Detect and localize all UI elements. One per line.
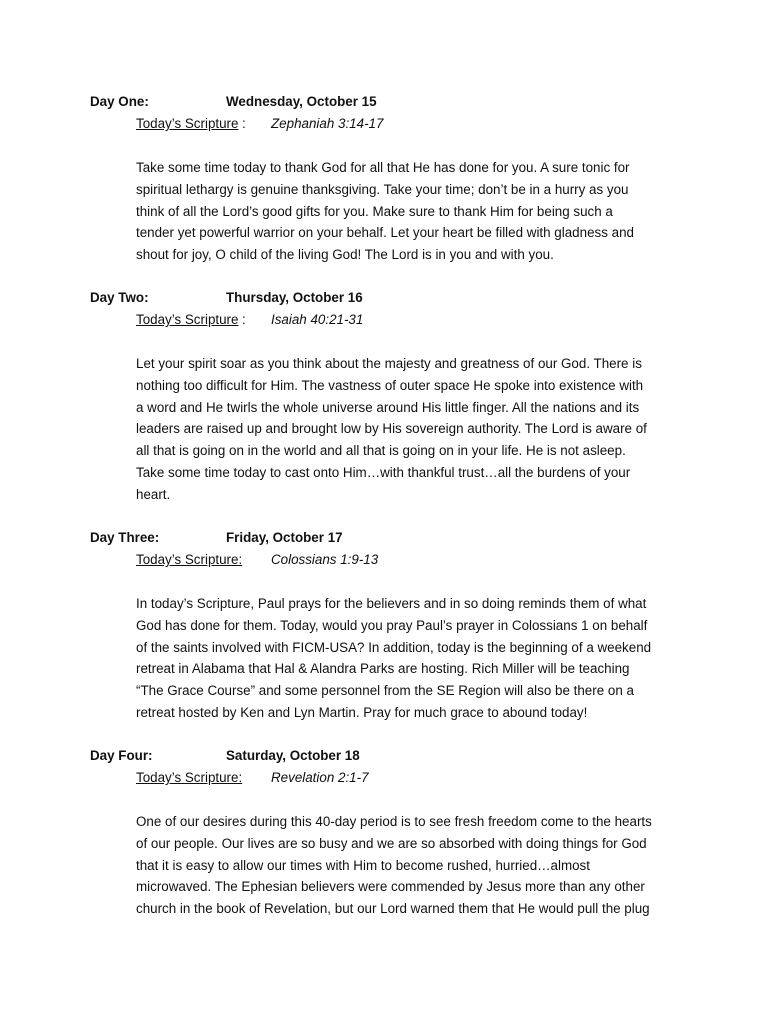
scripture-label: Today’s Scripture bbox=[136, 312, 239, 327]
scripture-line bbox=[90, 309, 690, 331]
paragraph-line: that it is easy to allow our times with Him to become rushed, hurried…almost bbox=[136, 857, 590, 873]
paragraph-line: nothing too difficult for Him. The vastness of outer space He spoke into existence with bbox=[136, 377, 644, 393]
paragraph-line: In today’s Scripture, Paul prays for the believers and in so doing reminds them of what bbox=[136, 596, 647, 611]
day-label: Day Two: bbox=[90, 290, 149, 305]
day-heading bbox=[90, 91, 690, 113]
devotional-paragraph bbox=[136, 353, 680, 506]
day-heading bbox=[90, 745, 690, 767]
day-entry bbox=[90, 287, 690, 506]
paragraph-line: heart. bbox=[136, 486, 171, 502]
day-label: Day Four: bbox=[90, 748, 153, 763]
paragraph-line: One of our desires during this 40-day period is to see fresh freedom come to the hearts bbox=[136, 814, 652, 829]
paragraph-line: Take some time today to thank God for all that He has done for you. A sure tonic for bbox=[136, 160, 630, 175]
day-heading bbox=[90, 287, 690, 309]
paragraph-line: retreat in Alabama that Hal & Alandra Parks are hosting. Rich Miller will be teaching bbox=[136, 661, 630, 677]
devotional-paragraph bbox=[136, 157, 680, 266]
day-date: Wednesday, October 15 bbox=[226, 94, 377, 109]
paragraph-line: Take some time today to cast onto Him…with thankful trust…all the burdens of your bbox=[136, 464, 631, 480]
day-label: Day One: bbox=[90, 94, 149, 109]
paragraph-line: church in the book of Revelation, but our Lord warned them that He would pull the plug bbox=[136, 901, 650, 917]
scripture-line bbox=[90, 549, 690, 571]
day-label: Day Three: bbox=[90, 530, 160, 545]
paragraph-line: all that is going on in the world and all that is going on in your life. He is not asleep. bbox=[136, 443, 626, 459]
paragraph-line: microwaved. The Ephesian believers were commended by Jesus more than any other bbox=[136, 879, 645, 895]
paragraph-line: of the saints involved with FICM-USA? In addition, today is the beginning of a weekend bbox=[136, 639, 652, 655]
paragraph-line: retreat hosted by Ken and Lyn Martin. Pray for much grace to abound today! bbox=[136, 704, 588, 720]
paragraph-line: shout for joy, O child of the living God! The Lord is in you and with you. bbox=[136, 247, 554, 263]
scripture-reference: Zephaniah 3:14-17 bbox=[271, 116, 384, 131]
scripture-colon: : bbox=[242, 116, 246, 131]
day-entry bbox=[90, 91, 690, 266]
paragraph-line: of our people. Our lives are so busy and we are so absorbed with doing things for God bbox=[136, 835, 647, 851]
scripture-colon: : bbox=[242, 312, 246, 327]
day-entry bbox=[90, 745, 690, 920]
day-date: Saturday, October 18 bbox=[226, 748, 360, 763]
scripture-line bbox=[90, 767, 690, 789]
paragraph-line: Let your spirit soar as you think about the majesty and greatness of our God. There is bbox=[136, 356, 642, 371]
day-date: Friday, October 17 bbox=[226, 530, 343, 545]
scripture-label: Today’s Scripture: bbox=[136, 552, 243, 567]
paragraph-line: spiritual lethargy is genuine thanksgiving. Take your time; don’t be in a hurry as you bbox=[136, 181, 629, 197]
scripture-reference: Isaiah 40:21-31 bbox=[271, 312, 364, 327]
paragraph-line: God has done for them. Today, would you pray Paul’s prayer in Colossians 1 on behalf bbox=[136, 617, 648, 633]
day-heading bbox=[90, 527, 690, 549]
scripture-label: Today’s Scripture bbox=[136, 116, 239, 131]
paragraph-line: “The Grace Course” and some personnel from the SE Region will also be there on a bbox=[136, 683, 634, 699]
scripture-label: Today’s Scripture: bbox=[136, 770, 243, 785]
devotional-paragraph bbox=[136, 811, 680, 920]
scripture-reference: Revelation 2:1-7 bbox=[271, 770, 369, 785]
scripture-line bbox=[90, 113, 690, 135]
day-entry bbox=[90, 527, 690, 724]
scripture-reference: Colossians 1:9-13 bbox=[271, 552, 379, 567]
day-date: Thursday, October 16 bbox=[226, 290, 363, 305]
paragraph-line: think of all the Lord’s good gifts for you. Make sure to thank Him for being such a bbox=[136, 203, 613, 219]
paragraph-line: leaders are raised up and brought low by His sovereign authority. The Lord is aware of bbox=[136, 421, 647, 437]
paragraph-line: a word and He twirls the whole universe around His little finger. All the nations and its bbox=[136, 399, 640, 415]
devotional-paragraph bbox=[136, 593, 680, 724]
paragraph-line: tender yet powerful warrior on your behalf. Let your heart be filled with gladness and bbox=[136, 225, 634, 241]
